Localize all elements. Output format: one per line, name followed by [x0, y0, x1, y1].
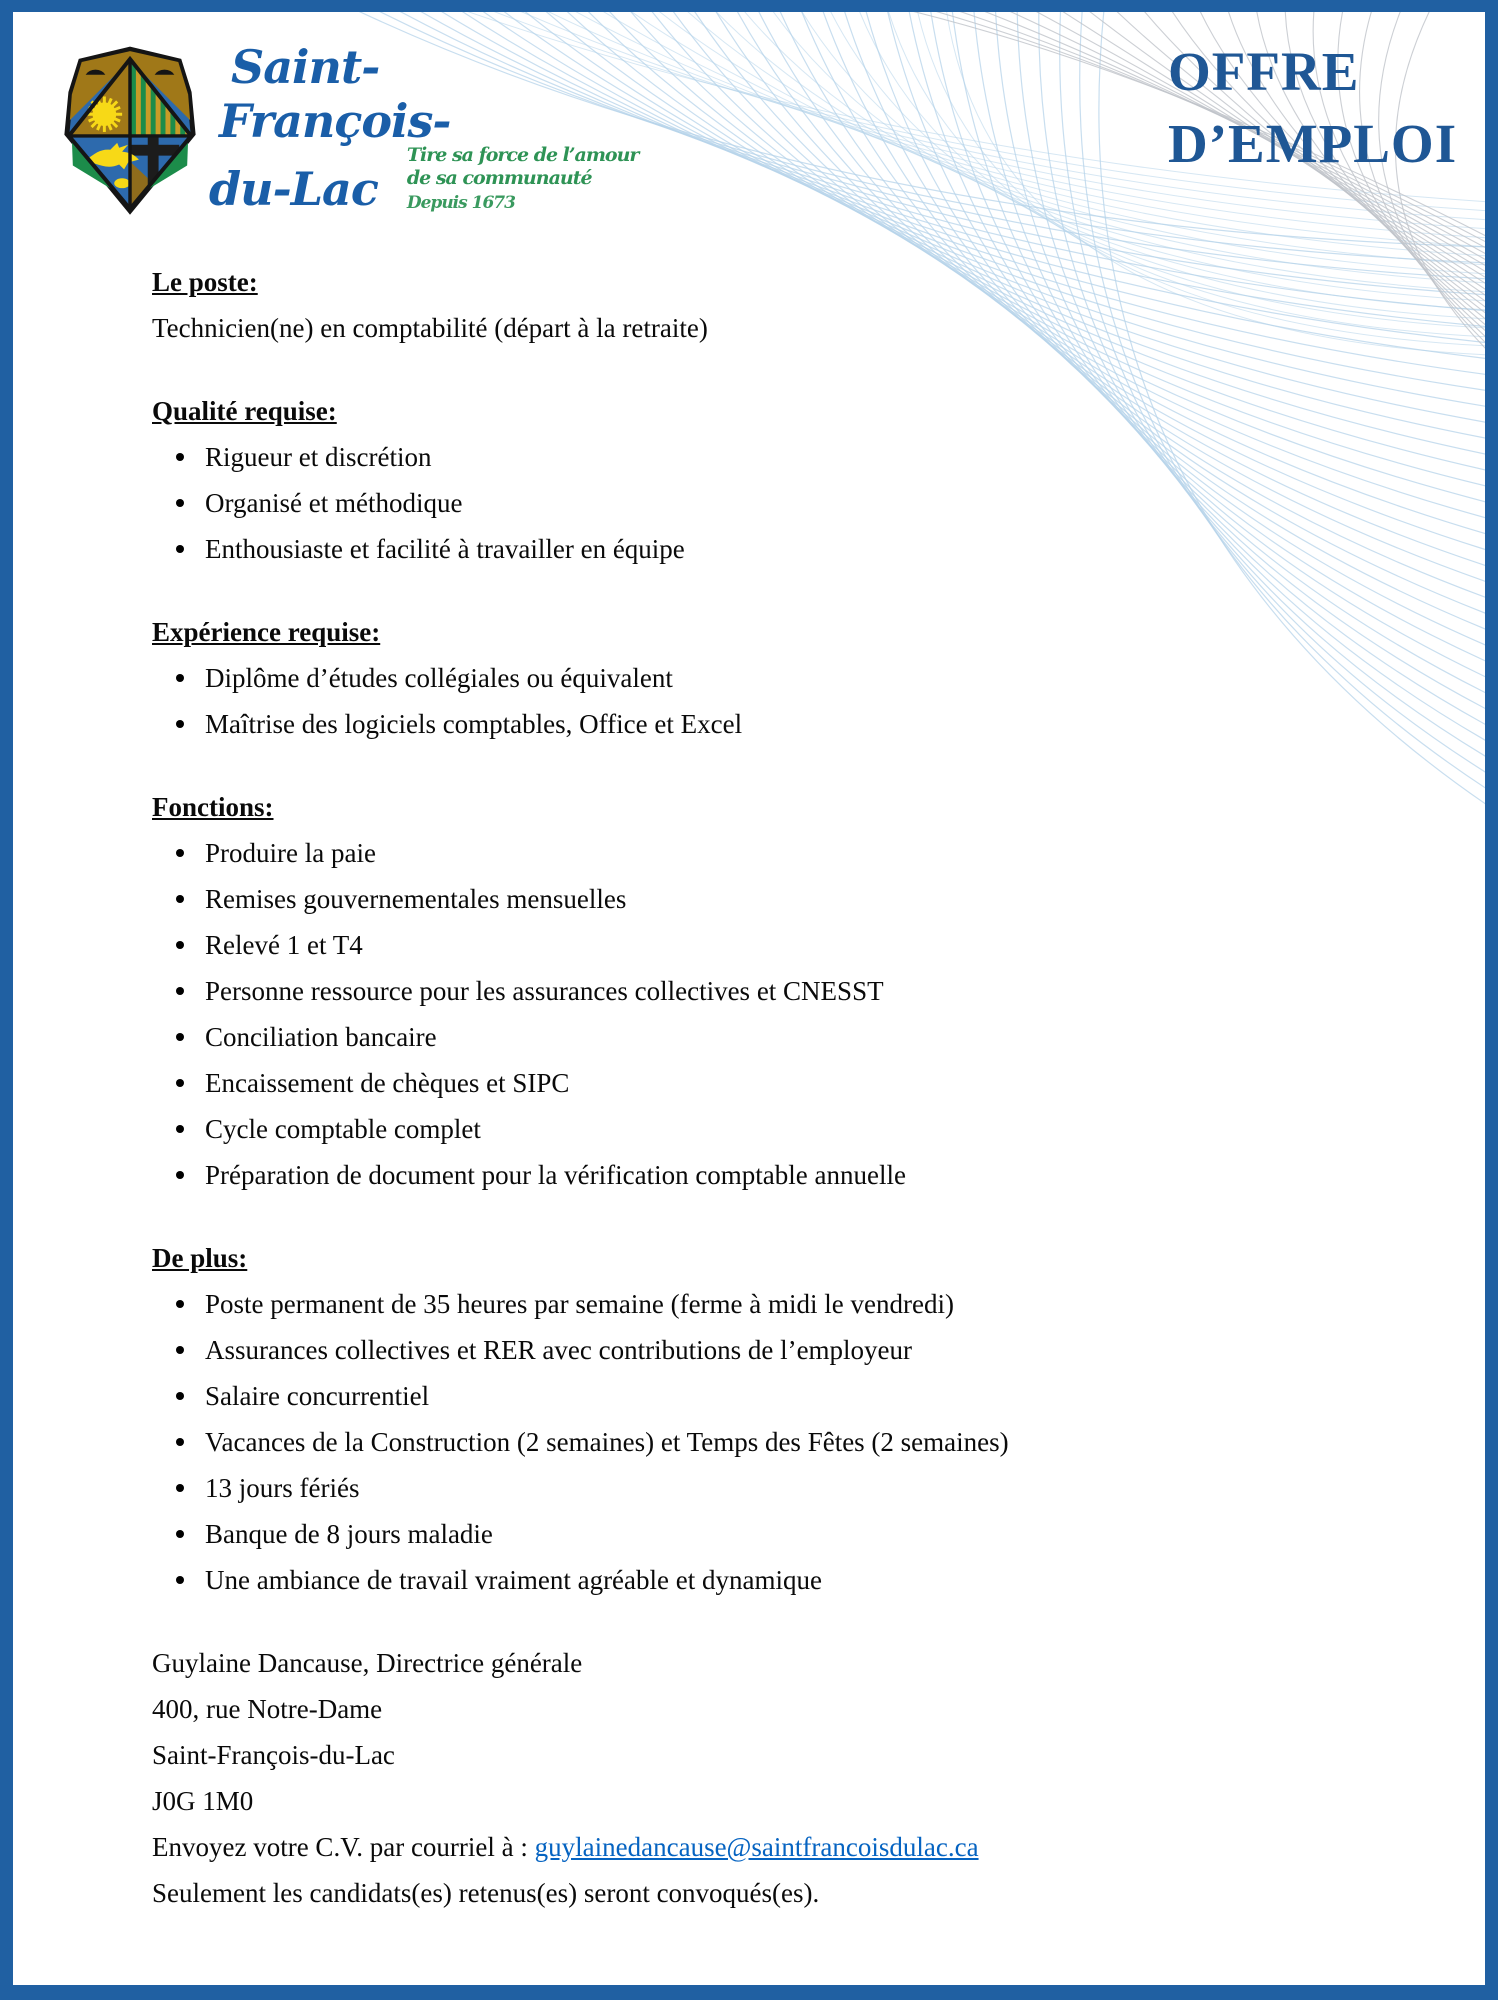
bullet-item: Assurances collectives et RER avec contributions de l’employeur	[152, 1327, 1415, 1373]
bullet-item: Préparation de document pour la vérification comptable annuelle	[152, 1152, 1415, 1198]
bullet-item: Cycle comptable complet	[152, 1106, 1415, 1152]
logo-name-line1: Saint-	[231, 40, 380, 94]
bullet-item: Salaire concurrentiel	[152, 1373, 1415, 1419]
bullet-item: Produire la paie	[152, 830, 1415, 876]
experience-list	[152, 655, 1415, 747]
section-heading-de-plus: De plus:	[152, 1243, 248, 1273]
document-title-line1: OFFRE	[1168, 41, 1360, 102]
position-text: Technicien(ne) en comptabilité (départ à la retraite)	[152, 313, 708, 343]
email-link[interactable]: guylainedancause@saintfrancoisdulac.ca	[534, 1832, 979, 1862]
section-heading-experience-requise: Expérience requise:	[152, 617, 381, 647]
fonctions-list	[152, 830, 1415, 1198]
logo-tagline-line2: de sa communauté	[406, 167, 592, 189]
bullet-item: Relevé 1 et T4	[152, 922, 1415, 968]
bullet-item: Conciliation bancaire	[152, 1014, 1415, 1060]
contact-street: 400, rue Notre-Dame	[152, 1694, 383, 1724]
document-body	[13, 12, 1485, 1916]
contact-postal-code: J0G 1M0	[152, 1786, 254, 1816]
bullet-item: Poste permanent de 35 heures par semaine (ferme à midi le vendredi)	[152, 1281, 1415, 1327]
section-heading-qualite-requise: Qualité requise:	[152, 396, 337, 426]
de-plus-list	[152, 1281, 1415, 1603]
bullet-item: Une ambiance de travail vraiment agréable et dynamique	[152, 1557, 1415, 1603]
bullet-item: Banque de 8 jours maladie	[152, 1511, 1415, 1557]
bullet-item: Diplôme d’études collégiales ou équivalent	[152, 655, 1415, 701]
bullet-item: Maîtrise des logiciels comptables, Office et Excel	[152, 701, 1415, 747]
section-heading-le-poste: Le poste:	[152, 267, 258, 297]
logo-since: Depuis 1673	[406, 193, 515, 213]
bullet-item: Rigueur et discrétion	[152, 434, 1415, 480]
bullet-item: Remises gouvernementales mensuelles	[152, 876, 1415, 922]
contact-block	[152, 1640, 1415, 1824]
contact-name-title: Guylaine Dancause, Directrice générale	[152, 1648, 583, 1678]
bullet-item: Personne ressource pour les assurances collectives et CNESST	[152, 968, 1415, 1014]
apply-instruction-text: Envoyez votre C.V. par courriel à :	[152, 1832, 535, 1862]
logo-name-line3: du-Lac	[209, 162, 378, 216]
selection-note: Seulement les candidats(es) retenus(es) seront convoqués(es).	[152, 1878, 820, 1908]
logo-tagline-line1: Tire sa force de l’amour	[406, 144, 639, 166]
bullet-item: Enthousiaste et facilité à travailler en équipe	[152, 526, 1415, 572]
bullet-item: Encaissement de chèques et SIPC	[152, 1060, 1415, 1106]
section-heading-fonctions: Fonctions:	[152, 792, 274, 822]
qualite-list	[152, 434, 1415, 572]
document-title-line2: D’EMPLOI	[1168, 113, 1458, 174]
contact-city: Saint-François-du-Lac	[152, 1740, 395, 1770]
logo-name-line2: François-	[219, 94, 451, 148]
bullet-item: Vacances de la Construction (2 semaines) et Temps des Fêtes (2 semaines)	[152, 1419, 1415, 1465]
bullet-item: Organisé et méthodique	[152, 480, 1415, 526]
apply-instruction	[152, 1824, 1415, 1870]
bullet-item: 13 jours fériés	[152, 1465, 1415, 1511]
